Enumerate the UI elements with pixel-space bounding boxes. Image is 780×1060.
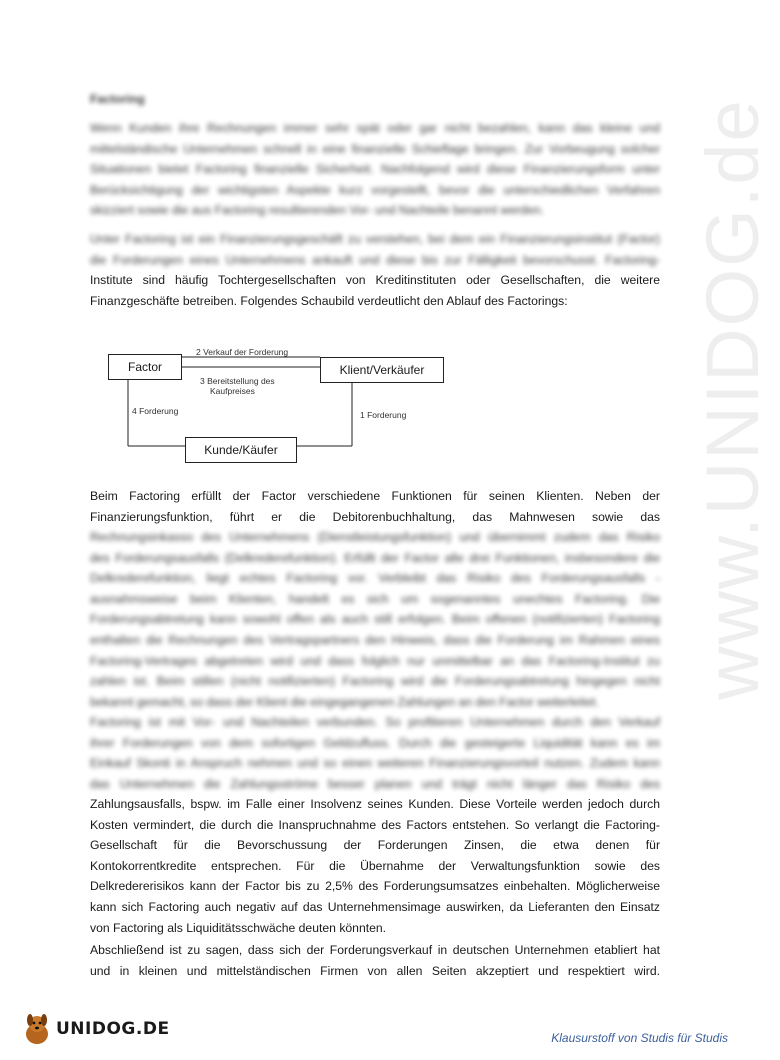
label-bereitstellung: 3 Bereitstellung des xyxy=(200,376,275,386)
text-line: des Forderungsausfalls (Delkrederefunktion). Erfüllt der Factor alle drei Funktionen, insbesondere die xyxy=(90,550,660,565)
text-line: Kontokorrentkredite entsprechen. Für die Übernahme der Verwaltungsfunktion sowie des xyxy=(90,858,660,873)
text-line: Einkauf Skonti in Anspruch nehmen und so einen weiteren Finanzierungsvorteil nutzen. Zudem kann xyxy=(90,756,660,771)
text-line: Forderungsabtretung kann sowohl offen als auch still erfolgen. Beim offenen (notifizierten) Factoring xyxy=(90,612,660,627)
factor-box: Factor xyxy=(108,354,182,380)
text-line: Zahlungsausfalls, bspw. im Falle einer Insolvenz seines Kunden. Diese Vorteile werden jedoch durch xyxy=(90,797,660,811)
paragraph-pros-cons xyxy=(90,794,660,938)
paragraph-intro xyxy=(90,118,660,221)
text-line: Finanzierungsfunktion, führt er die Debitorenbuchhaltung, das Mahnwesen sowie das xyxy=(90,509,660,524)
paragraph-definition xyxy=(90,270,660,311)
text-line: Wenn Kunden ihre Rechnungen immer sehr spät oder gar nicht bezahlen, kann das kleine und xyxy=(90,121,660,135)
customer-box: Kunde/Käufer xyxy=(185,437,297,463)
text-line: und in kleinen und mittelständischen Firmen von allen Seiten akzeptiert und respektiert wird. xyxy=(90,963,660,978)
text-line: Institute sind häufig Tochtergesellschaften von Kreditinstituten oder Gesellschaften, die weitere xyxy=(90,273,660,287)
text-line: zahlen ist. Beim stillen (nicht notifizierten) Factoring wird die Forderungsabtretung hingegen nicht xyxy=(90,674,660,689)
text-line: Delkredererisikos kann der Factor bis zu 2,5% des Forderungsumsatzes einbehalten. Möglicherweise xyxy=(90,879,660,894)
paragraph-pros-cons-blurred xyxy=(90,712,660,794)
unidog-logo xyxy=(22,1012,170,1046)
text-line: enthalten die Rechnungen des Vertragspartners den Hinweis, dass die Forderung im Rahmen eines xyxy=(90,632,660,647)
text-line: das Unternehmen die Zahlungsströme besser planen und trägt nicht länger das Risiko des xyxy=(90,776,660,791)
text-line: ausnahmsweise beim Klienten, handelt es sich um sogenanntes unechtes Factoring. Die xyxy=(90,591,660,606)
text-line: skizziert sowie die aus Factoring resultierenden Vor- und Nachteile benannt werden. xyxy=(90,203,544,218)
text-line: bekannt gemacht, so dass der Klient die eingegangenen Zahlungen an den Factor weiterleitet. xyxy=(90,694,599,709)
section-heading: Factoring xyxy=(90,92,145,106)
label-forderung-4: 4 Forderung xyxy=(132,406,179,416)
text-line: Finanzgeschäfte betreiben. Folgendes Schaubild verdeutlicht den Ablauf des Factorings: xyxy=(90,293,568,308)
text-line: Unter Factoring ist ein Finanzierungsgeschäft zu verstehen, bei dem ein Finanzierungsinstitut (Factor) xyxy=(90,232,660,246)
footer-slogan: Klausurstoff von Studis für Studis xyxy=(551,1031,728,1045)
text-line: Abschließend ist zu sagen, dass sich der Forderungsverkauf in deutschen Unternehmen etabliert hat xyxy=(90,943,660,957)
text-line: kann sich Factoring auch negativ auf das Unternehmensimage auswirken, da Lieferanten den Einsatz xyxy=(90,899,660,914)
text-line: Rechnungsinkasso des Unternehmens (Dienstleistungsfunktion) und übernimmt zudem das Risiko xyxy=(90,530,660,544)
text-line: Delkrederefunktion, liegt echtes Factoring vor. Verbleibt das Risiko des Forderungsausfalls - xyxy=(90,571,660,586)
paragraph-conclusion xyxy=(90,940,660,981)
logo-text: UNIDOG.DE xyxy=(56,1019,170,1039)
text-line: Kosten vermindert, die durch die Inanspruchnahme des Factors entstehen. So verlangt die Factoring- xyxy=(90,817,660,832)
dog-icon xyxy=(22,1012,52,1046)
text-line: Gesellschaft für die Bevorschussung der Forderungen Zinsen, die etwa denen für xyxy=(90,838,660,853)
text-line: Berücksichtigung der wichtigsten Aspekte kurz vorgestellt, bevor die unterschiedlichen Verfahren xyxy=(90,182,660,197)
text-line: von Factoring als Liquiditätsschwäche deuten könnten. xyxy=(90,920,387,935)
text-line: Situationen bietet Factoring finanzielle Sicherheit. Nachfolgend wird diese Finanzierungsform unter xyxy=(90,162,660,177)
paragraph-functions xyxy=(90,486,660,527)
label-verkauf: 2 Verkauf der Forderung xyxy=(196,347,289,357)
text-line: ihrer Forderungen von dem sofortigen Geldzufluss. Durch die gesteigerte Liquidität kann es im xyxy=(90,735,660,750)
text-line: die Forderungen eines Unternehmens ankauft und diese bis zur Fälligkeit bevorschusst. Factoring- xyxy=(90,252,660,267)
watermark: www.UNIDOG.de xyxy=(691,98,774,700)
text-line: Factoring ist mit Vor- und Nachteilen verbunden. So profitieren Unternehmen durch den Verkauf xyxy=(90,715,660,729)
label-forderung-1: 1 Forderung xyxy=(360,410,407,420)
label-kaufpreis: Kaufpreises xyxy=(210,386,255,396)
text-line: Beim Factoring erfüllt der Factor verschiedene Funktionen für seinen Klienten. Neben der xyxy=(90,489,660,503)
text-line: Factoring-Vertrages abgetreten wird und dass folglich nur unmittelbar an das Factoring-Institut zu xyxy=(90,653,660,668)
client-box: Klient/Verkäufer xyxy=(320,357,444,383)
text-line: mittelständische Unternehmen schnell in eine finanzielle Schieflage bringen. Zur Vorbeugung solcher xyxy=(90,141,660,156)
paragraph-functions-blurred xyxy=(90,527,660,712)
paragraph-definition-blurred xyxy=(90,229,660,270)
factoring-diagram xyxy=(100,340,460,470)
